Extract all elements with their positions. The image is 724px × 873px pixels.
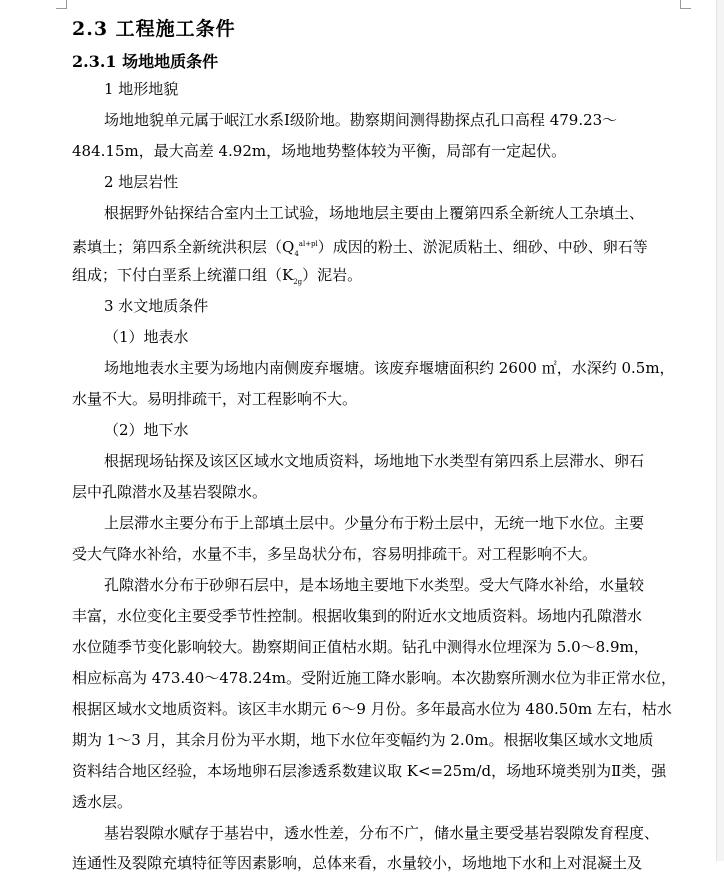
- paragraph-line: 丰富，水位变化主要受季节性控制。根据收集到的附近水文地质资料。场地内孔隙潜水: [72, 607, 643, 625]
- paragraph-line: 期为 1～3 月，其余月份为平水期，地下水位年变幅约为 2.0m。根据收集区域水文地质: [72, 731, 654, 749]
- text-segment: ）泥岩。: [302, 266, 363, 284]
- paragraph-line: 根据现场钻探及该区区域水文地质资料，场地地下水类型有第四系上层滞水、卵石: [104, 452, 645, 470]
- text-segment: 组成；下付白垩系上统灌口组（K: [72, 266, 294, 284]
- paragraph-line: 孔隙潜水分布于砂卵石层中，是本场地主要地下水类型。受大气降水补给，水量较: [104, 576, 645, 594]
- paragraph-line: 层中孔隙潜水及基岩裂隙水。: [72, 483, 268, 501]
- paragraph-line: 相应标高为 473.40～478.24m。受附近施工降水影响。本次勘察所测水位为非正常水位，: [72, 669, 676, 687]
- subsection-heading: 2.3.1 场地地质条件: [72, 52, 219, 71]
- paragraph-line: 场地地表水主要为场地内南侧废弃堰塘。该废弃堰塘面积约 2600 ㎡，水深约 0.5m，: [104, 359, 675, 377]
- paragraph-line: 水量不大。易明排疏干，对工程影响不大。: [72, 390, 358, 408]
- paragraph-line: 透水层。: [72, 793, 133, 811]
- item-heading-hydrogeology: 3 水文地质条件: [104, 297, 209, 315]
- paragraph-line: 场地地貌单元属于岷江水系Ⅰ级阶地。勘察期间测得勘探点孔口高程 479.23～: [104, 111, 618, 129]
- paragraph-line: 根据区域水文地质资料。该区丰水期元 6～9 月份。多年最高水位为 480.50m 左右，枯水: [72, 700, 672, 718]
- paragraph-line-cut: 连通性及裂隙充填特征等因素影响，总体来看，水量较小，场地地下水和上对混凝土及: [72, 854, 643, 872]
- superscript: al+pl: [298, 240, 318, 248]
- item-subheading-groundwater: （2）地下水: [104, 421, 189, 439]
- item-heading-strata: 2 地层岩性: [104, 173, 179, 191]
- paragraph-line: 上层滞水主要分布于上部填土层中。少量分布于粉土层中，无统一地下水位。主要: [104, 514, 645, 532]
- paragraph-line: 根据野外钻探结合室内土工试验，场地地层主要由上覆第四系全新统人工杂填土、: [104, 204, 645, 222]
- paragraph-line: 484.15m，最大高差 4.92m，场地地势整体较为平衡，局部有一定起伏。: [72, 142, 567, 160]
- text-segment: ）成因的粉土、淤泥质粘土、细砂、中砂、卵石等: [317, 238, 648, 256]
- paragraph-line-formula: [72, 265, 362, 292]
- text-segment: 素填土；第四系全新统洪积层（Q: [72, 238, 295, 256]
- item-heading-topography: 1 地形地貌: [104, 80, 179, 98]
- subscript: 4: [294, 250, 299, 258]
- paragraph-line: 基岩裂隙水赋存于基岩中，透水性差，分布不广，储水量主要受基岩裂隙发育程度、: [104, 824, 660, 842]
- section-heading: 2.3 工程施工条件: [72, 18, 236, 40]
- page-corner-mark-right: [680, 0, 691, 9]
- page-corner-mark-left: [56, 0, 67, 9]
- paragraph-line-formula: [72, 234, 648, 264]
- paragraph-line: 资料结合地区经验，本场地卵石层渗透系数建议取 K<=25m/d，场地环境类别为Ⅱ类，强: [72, 762, 667, 780]
- item-subheading-surface-water: （1）地表水: [104, 328, 189, 346]
- paragraph-line: 水位随季节变化影响较大。勘察期间正值枯水期。钻孔中测得水位埋深为 5.0～8.9m，: [72, 638, 649, 656]
- page-right-edge: [716, 0, 724, 861]
- subscript: 2g: [293, 278, 303, 286]
- paragraph-line: 受大气降水补给，水量不丰，多呈岛状分布，容易明排疏干。对工程影响不大。: [72, 545, 598, 563]
